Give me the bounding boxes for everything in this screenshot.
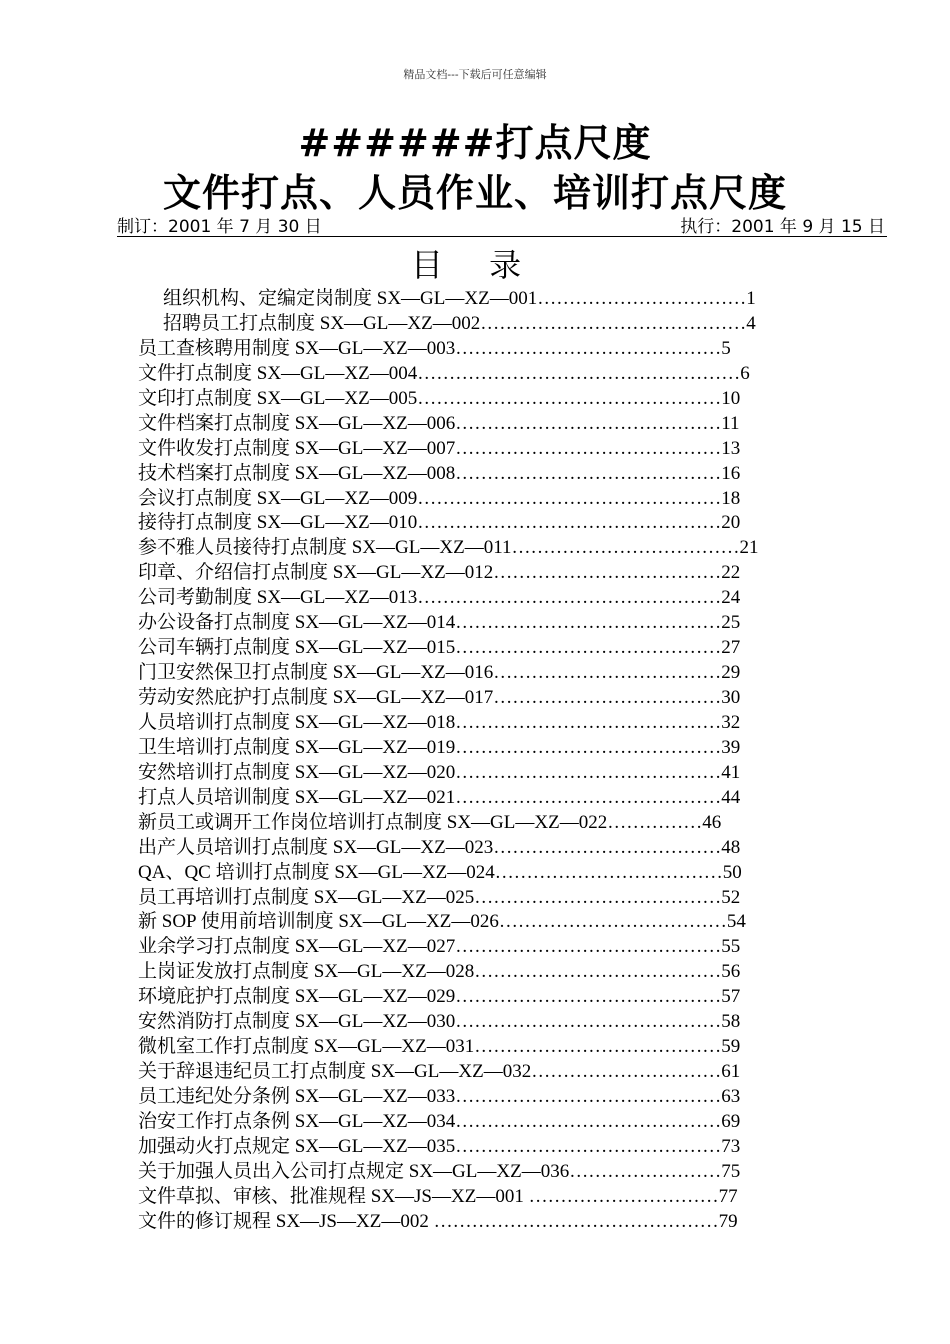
toc-entry[interactable]: [0, 811, 950, 836]
toc-entry-text: QA、QC 培训打点制度 SX—GL—XZ—024………………………………50: [138, 861, 742, 883]
toc-entry[interactable]: [0, 1160, 950, 1185]
toc-entry-text: 招聘员工打点制度 SX—GL—XZ—002……………………………………4: [163, 312, 756, 334]
toc-entry[interactable]: [0, 1210, 950, 1235]
toc-entry-text: 印章、介绍信打点制度 SX—GL—XZ—012………………………………22: [138, 562, 741, 584]
toc-entry-text: 出产人员培训打点制度 SX—GL—XZ—023………………………………48: [138, 836, 741, 858]
toc-entry[interactable]: [0, 836, 950, 861]
toc-entry-text: 文件打点制度 SX—GL—XZ—004……………………………………………6: [138, 362, 750, 384]
toc-entry-text: 文件档案打点制度 SX—GL—XZ—006……………………………………11: [138, 412, 740, 434]
toc-entry-text: 治安工作打点条例 SX—GL—XZ—034……………………………………69: [138, 1110, 741, 1132]
toc-entry[interactable]: [0, 387, 950, 412]
toc-entry[interactable]: [0, 985, 950, 1010]
toc-entry-text: 文件收发打点制度 SX—GL—XZ—007……………………………………13: [138, 437, 741, 459]
toc-entry-text: 员工再培训打点制度 SX—GL—XZ—025…………………………………52: [138, 886, 741, 908]
toc-entry-text: 人员培训打点制度 SX—GL—XZ—018……………………………………32: [138, 711, 741, 733]
toc-entry[interactable]: [0, 960, 950, 985]
page-header-note: 精品文档---下载后可任意编辑: [403, 68, 547, 81]
toc-entry-text: 新 SOP 使用前培训制度 SX—GL—XZ—026………………………………54: [138, 911, 746, 933]
toc-entry[interactable]: [0, 337, 950, 362]
toc-entry[interactable]: [0, 437, 950, 462]
toc-entry[interactable]: [0, 886, 950, 911]
toc-entry-text: 公司车辆打点制度 SX—GL—XZ—015……………………………………27: [138, 637, 741, 659]
toc-entry[interactable]: [0, 935, 950, 960]
toc-entry[interactable]: [0, 661, 950, 686]
toc-entry[interactable]: [0, 1185, 950, 1210]
toc-entry[interactable]: [0, 636, 950, 661]
toc-entry[interactable]: [0, 1010, 950, 1035]
toc-entry-text: 门卫安然保卫打点制度 SX—GL—XZ—016………………………………29: [138, 662, 741, 684]
toc-entry[interactable]: [0, 586, 950, 611]
toc-entry[interactable]: [0, 736, 950, 761]
toc-entry-text: 文印打点制度 SX—GL—XZ—005…………………………………………10: [138, 387, 741, 409]
toc-entry-text: 关于加强人员出入公司打点规定 SX—GL—XZ—036……………………75: [138, 1160, 741, 1182]
toc-heading: 目 录: [410, 246, 540, 284]
toc-entry[interactable]: [0, 1135, 950, 1160]
toc-entry-text: 劳动安然庇护打点制度 SX—GL—XZ—017………………………………30: [138, 687, 741, 708]
table-of-contents: [0, 287, 950, 1235]
toc-entry-text: 接待打点制度 SX—GL—XZ—010…………………………………………20: [138, 512, 741, 534]
toc-entry-text: 新员工或调开工作岗位培训打点制度 SX—GL—XZ—022……………46: [138, 811, 722, 833]
toc-entry-text: 办公设备打点制度 SX—GL—XZ—014……………………………………25: [138, 612, 741, 634]
toc-entry-text: 参不雅人员接待打点制度 SX—GL—XZ—011………………………………21: [138, 537, 759, 559]
toc-entry-text: 会议打点制度 SX—GL—XZ—009…………………………………………18: [138, 487, 741, 509]
toc-entry-text: 技术档案打点制度 SX—GL—XZ—008……………………………………16: [138, 462, 741, 484]
toc-entry-text: 文件草拟、审核、批准规程 SX—JS—XZ—001 …………………………77: [138, 1185, 738, 1207]
toc-entry[interactable]: [0, 861, 950, 886]
toc-entry[interactable]: [0, 1110, 950, 1135]
toc-entry-text: 组织机构、定编定岗制度 SX—GL—XZ—001……………………………1: [163, 288, 756, 309]
toc-entry[interactable]: [0, 611, 950, 636]
toc-entry[interactable]: [0, 362, 950, 387]
toc-entry[interactable]: [0, 1035, 950, 1060]
toc-entry[interactable]: [0, 910, 950, 935]
toc-entry-text: 业余学习打点制度 SX—GL—XZ—027……………………………………55: [138, 936, 741, 958]
toc-entry[interactable]: [0, 686, 950, 711]
toc-entry-text: 上岗证发放打点制度 SX—GL—XZ—028…………………………………56: [138, 961, 741, 983]
toc-entry[interactable]: [0, 487, 950, 512]
toc-entry[interactable]: [0, 1060, 950, 1085]
toc-entry[interactable]: [0, 561, 950, 586]
executed-date: 执行：2001 年 9 月 15 日: [680, 217, 885, 237]
toc-entry-text: 文件的修订规程 SX—JS—XZ—002 ………………………………………79: [138, 1210, 738, 1232]
toc-entry[interactable]: [0, 462, 950, 487]
made-date: 制订：2001 年 7 月 30 日: [117, 217, 322, 237]
toc-entry[interactable]: [0, 287, 950, 312]
document-title: ######打点尺度: [298, 121, 652, 165]
toc-entry-text: 安然消防打点制度 SX—GL—XZ—030……………………………………58: [138, 1011, 741, 1033]
toc-entry[interactable]: [0, 786, 950, 811]
toc-entry[interactable]: [0, 312, 950, 337]
toc-entry-text: 员工查核聘用制度 SX—GL—XZ—003……………………………………5: [138, 337, 731, 359]
document-subtitle: 文件打点、人员作业、培训打点尺度: [162, 171, 787, 215]
toc-entry[interactable]: [0, 511, 950, 536]
toc-entry[interactable]: [0, 761, 950, 786]
toc-entry[interactable]: [0, 711, 950, 736]
toc-entry-text: 员工违纪处分条例 SX—GL—XZ—033……………………………………63: [138, 1086, 741, 1107]
toc-entry-text: 安然培训打点制度 SX—GL—XZ—020……………………………………41: [138, 761, 741, 783]
toc-entry-text: 环境庇护打点制度 SX—GL—XZ—029……………………………………57: [138, 986, 741, 1008]
toc-entry[interactable]: [0, 1085, 950, 1110]
toc-entry-text: 加强动火打点规定 SX—GL—XZ—035……………………………………73: [138, 1135, 741, 1157]
toc-entry-text: 关于辞退违纪员工打点制度 SX—GL—XZ—032…………………………61: [138, 1061, 741, 1083]
toc-entry-text: 打点人员培训制度 SX—GL—XZ—021……………………………………44: [138, 786, 741, 808]
toc-entry-text: 卫生培训打点制度 SX—GL—XZ—019……………………………………39: [138, 736, 741, 758]
meta-line: [117, 212, 887, 237]
toc-entry-text: 公司考勤制度 SX—GL—XZ—013…………………………………………24: [138, 587, 741, 609]
toc-entry[interactable]: [0, 536, 950, 561]
toc-entry[interactable]: [0, 412, 950, 437]
toc-entry-text: 微机室工作打点制度 SX—GL—XZ—031…………………………………59: [138, 1036, 741, 1058]
